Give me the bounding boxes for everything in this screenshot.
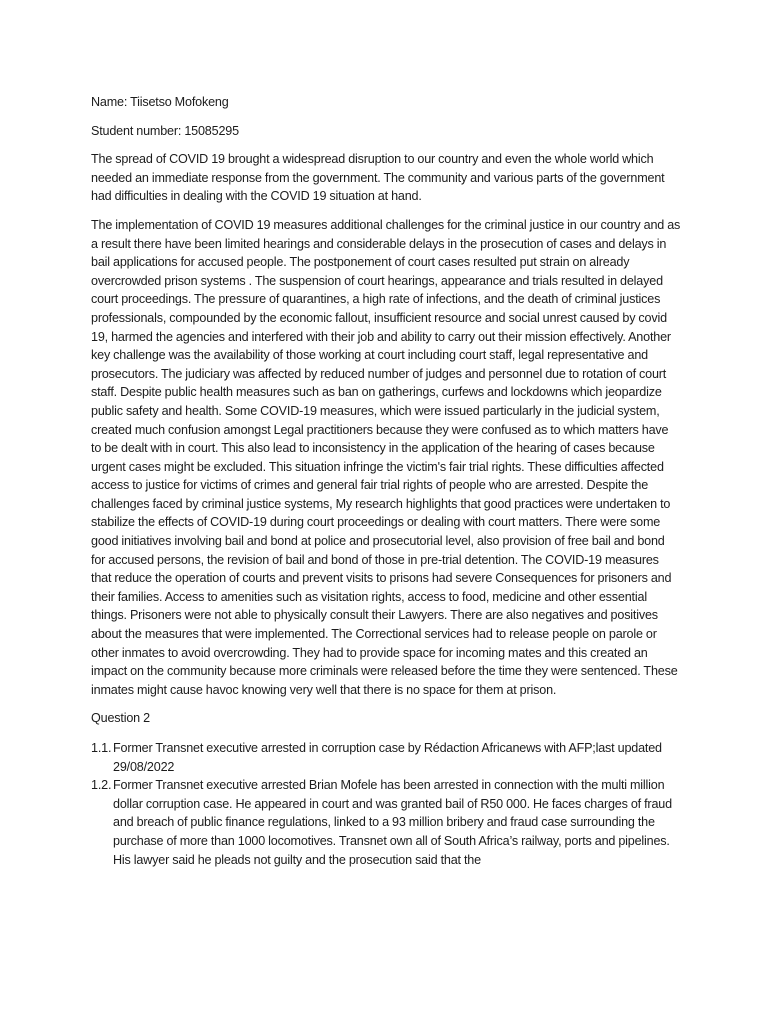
list-item-text: Former Transnet executive arrested in corruption case by Rédaction Africanews with AFP;last updated 29/08/2022 xyxy=(113,741,662,774)
document-body xyxy=(91,93,681,869)
paragraph-intro: The spread of COVID 19 brought a widespread disruption to our country and even the whole world which needed an immediate response from the government. The community and various parts of the government had difficulties in dealing with the COVID 19 situation at hand. xyxy=(91,152,665,204)
list-item xyxy=(91,776,681,869)
answer-list xyxy=(91,739,681,869)
student-number-line: Student number: 15085295 xyxy=(91,123,239,138)
question-heading: Question 2 xyxy=(91,711,150,726)
list-item-number: 1.1. xyxy=(91,741,112,755)
list-item-number: 1.2. xyxy=(91,778,112,793)
list-item-text: Former Transnet executive arrested Brian Mofele has been arrested in connection with the multi million dollar corruption case. He appeared in court and was granted bail of R50 000. He faces charges of fraud and breach of public finance regulations, linked to a 93 million bribery and fraud case surrounding the purchase of more than 1000 locomotives. Transnet own all of South Africa’s railway, ports and pipelines. His lawyer said he pleads not guilty and the prosecution said that the xyxy=(113,778,672,867)
list-item xyxy=(91,739,681,776)
paragraph-main: The implementation of COVID 19 measures additional challenges for the criminal justice in our country and as a result there have been limited hearings and considerable delays in the prosecution of cases and delays in bail applications for accused people. The postponement of court cases resulted put strain on already overcrowded prison systems . The suspension of court hearings, appearance and trials resulted in delayed court proceedings. The pressure of quarantines, a high rate of infections, and the death of criminal justices professionals, compounded by the economic fallout, insufficient resource and social unrest caused by covid 19, harmed the agencies and interfered with their job and ability to carry out their mission effectively. Another key challenge was the availability of those working at court including court staff, legal representative and prosecutors. The judiciary was affected by reduced number of judges and personnel due to rotation of court staff. Despite public health measures such as ban on gatherings, curfews and lockdowns which jeopardize public safety and health. Some COVID-19 measures, which were issued particularly in the judicial system, created much confusion amongst Legal practitioners because they were confused as to which matters have to be dealt with in court. This also lead to inconsistency in the application of the hearing of cases because urgent cases might be excluded. This situation infringe the victim's fair trial rights. These difficulties affected access to justice for victims of crimes and general fair trial rights of people who are arrested. Despite the challenges faced by criminal justice systems, My research highlights that good practices were undertaken to stabilize the effects of COVID-19 during court proceedings or dealing with court matters. There were some good initiatives involving bail and bond at police and prosecutorial level, also provision of free bail and bond for accused persons, the revision of bail and bond of those in pre-trial detention. The COVID-19 measures that reduce the operation of courts and prevent visits to prisons had severe Consequences for prisoners and their families. Access to amenities such as visitation rights, access to food, medicine and other essential things. Prisoners were not able to physically consult their Lawyers. There are also negatives and positives about the measures that were implemented. The Correctional services had to release people on parole or other inmates to avoid overcrowding. They had to provide space for incoming mates and this created an impact on the community because more criminals were released before the time they were sentenced. These inmates might cause havoc knowing very well that there is no space for them at prison. xyxy=(91,217,681,697)
name-line: Name: Tiisetso Mofokeng xyxy=(91,95,229,109)
